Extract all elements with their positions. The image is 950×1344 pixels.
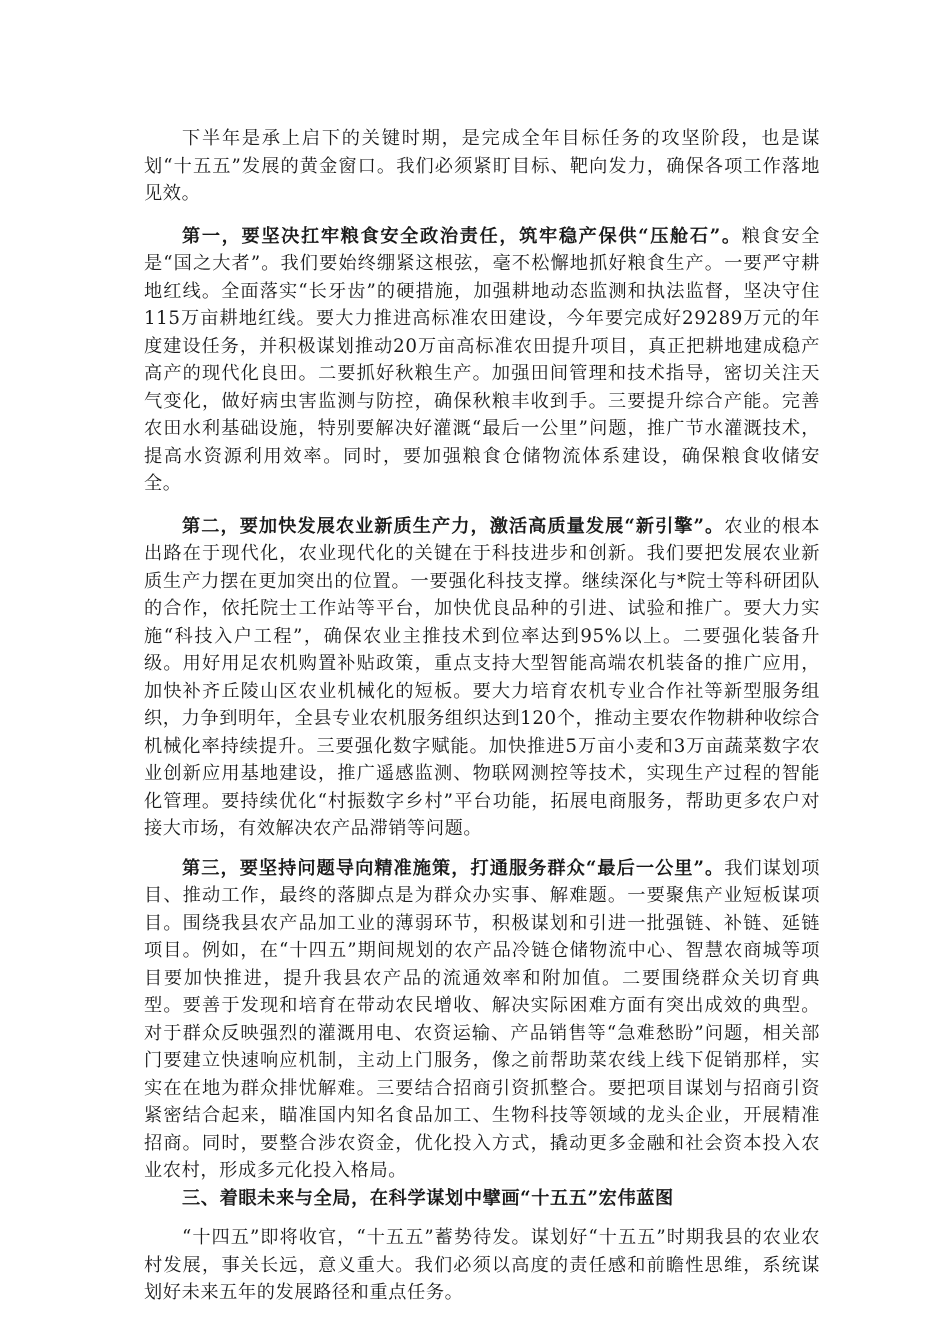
section-third-paragraph (144, 855, 820, 1185)
intro-paragraph: 下半年是承上启下的关键时期，是完成全年目标任务的攻坚阶段，也是谋划“十五五”发展的黄金窗口。我们必须紧盯目标、靶向发力，确保各项工作落地见效。 (144, 128, 820, 204)
section-third-lead: 第三，要坚持问题导向精准施策，打通服务群众“最后一公里”。 (182, 857, 725, 879)
closing-paragraph: “十四五”即将收官，“十五五”蓄势待发。谋划好“十五五”时期我县的农业农村发展，事关长远，意义重大。我们必须以高度的责任感和前瞻性思维，系统谋划好未来五年的发展路径和重点任务。 (144, 1227, 820, 1303)
heading-section-three: 三、着眼未来与全局，在科学谋划中擘画“十五五”宏伟蓝图 (182, 1187, 674, 1209)
section-second-lead: 第二，要加快发展农业新质生产力，激活高质量发展“新引擎”。 (182, 515, 725, 537)
section-first-paragraph (144, 223, 820, 498)
section-first-lead: 第一，要坚决扛牢粮食安全政治责任，筑牢稳产保供“压舱石”。 (182, 225, 742, 247)
section-first-body: 粮食安全是“国之大者”。我们要始终绷紧这根弦，毫不松懈地抓好粮食生产。一要严守耕地红线。全面落实“长牙齿”的硬措施，加强耕地动态监测和执法监督，坚决守住115万亩耕地红线。要大力推进高标准农田建设，今年要完成好29289万元的年度建设任务，并积极谋划推动20万亩高标准农田提升项目，真正把耕地建成稳产高产的现代化良田。二要抓好秋粮生产。加强田间管理和技术指导，密切关注天气变化，做好病虫害监测与防控，确保秋粮丰收到手。三要提升综合产能。完善农田水利基础设施，特别要解决好灌溉“最后一公里”问题，推广节水灌溉技术，提高水资源利用效率。同时，要加强粮食仓储物流体系建设，确保粮食收储安全。 (144, 225, 820, 494)
section-third-body: 我们谋划项目、推动工作，最终的落脚点是为群众办实事、解难题。一要聚焦产业短板谋项目。围绕我县农产品加工业的薄弱环节，积极谋划和引进一批强链、补链、延链项目。例如，在“十四五”期间规划的农产品冷链仓储物流中心、智慧农商城等项目要加快推进，提升我县农产品的流通效率和附加值。二要围绕群众关切育典型。要善于发现和培育在带动农民增收、解决实际困难方面有突出成效的典型。对于群众反映强烈的灌溉用电、农资运输、产品销售等“急难愁盼”问题，相关部门要建立快速响应机制，主动上门服务，像之前帮助菜农线上线下促销那样，实实在在地为群众排忧解难。三要结合招商引资抓整合。要把项目谋划与招商引资紧密结合起来，瞄准国内知名食品加工、生物科技等领域的龙头企业，开展精准招商。同时，要整合涉农资金，优化投入方式，撬动更多金融和社会资本投入农业农村，形成多元化投入格局。 (144, 857, 820, 1181)
section-second-paragraph (144, 513, 820, 843)
section-second-body: 农业的根本出路在于现代化，农业现代化的关键在于科技进步和创新。我们要把发展农业新质生产力摆在更加突出的位置。一要强化科技支撑。继续深化与*院士等科研团队的合作，依托院士工作站等平台，加快优良品种的引进、试验和推广。要大力实施“科技入户工程”，确保农业主推技术到位率达到95%以上。二要强化装备升级。用好用足农机购置补贴政策，重点支持大型智能高端农机装备的推广应用，加快补齐丘陵山区农业机械化的短板。要大力培育农机专业合作社等新型服务组织，力争到明年，全县专业农机服务组织达到120个，推动主要农作物耕种收综合机械化率持续提升。三要强化数字赋能。加快推进5万亩小麦和3万亩蔬菜数字农业创新应用基地建设，推广遥感监测、物联网测控等技术，实现生产过程的智能化管理。要持续优化“村振数字乡村”平台功能，拓展电商服务，帮助更多农户对接大市场，有效解决农产品滞销等问题。 (144, 515, 820, 839)
document-page (144, 125, 820, 1307)
